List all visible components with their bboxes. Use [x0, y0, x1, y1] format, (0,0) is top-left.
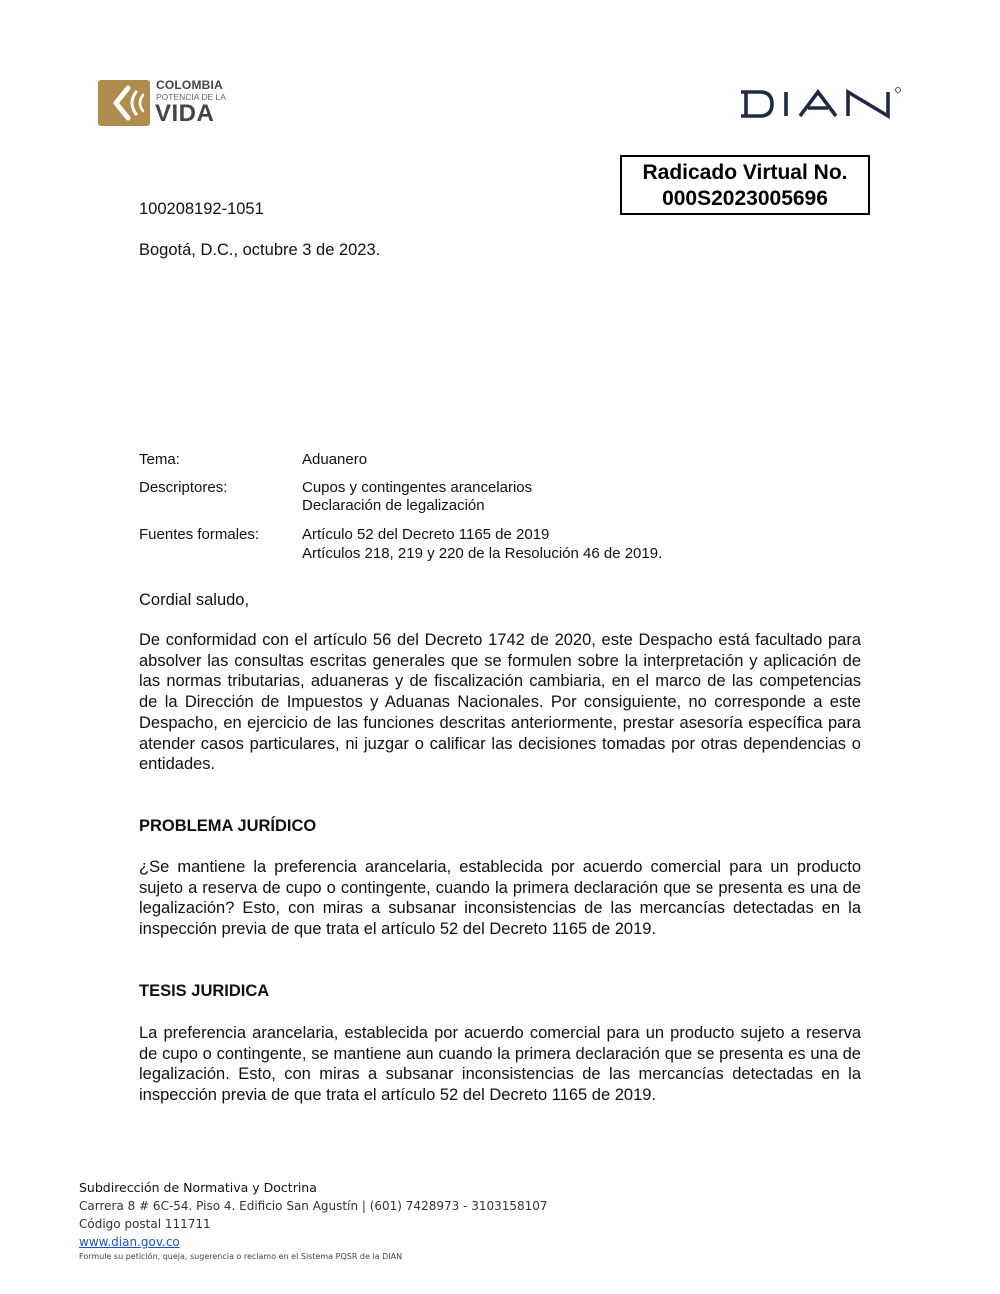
footer-department: Subdirección de Normativa y Doctrina	[79, 1180, 317, 1195]
problema-paragraph: ¿Se mantiene la preferencia arancelaria, establecida por acuerdo comercial para un producto sujeto a reserva de cupo o contingente, cuando la primera declaración que se presenta es una de legalización? Esto, con miras a subsanar inconsistencias de las mercancías detectadas en la inspección previa de que trata el artículo 52 del Decreto 1165 de 2019.	[139, 858, 861, 939]
descriptor-2: Declaración de legalización	[302, 497, 485, 514]
dian-logo	[738, 84, 903, 124]
intro-paragraph: De conformidad con el artículo 56 del Decreto 1742 de 2020, este Despacho está facultado para absolver las consultas escritas generales que se formulen sobre la interpretación y aplicación de las normas tributarias, aduaneras y de fiscalización cambiaria, en el marco de las competencias de la Dirección de Impuestos y Aduanas Nacionales. Por consiguiente, no corresponde a este Despacho, en ejercicio de las funciones descritas anteriormente, prestar asesoría específica para atender casos particulares, ni juzgar o calificar las decisiones tomadas por otras dependencias o entidades.	[139, 631, 861, 774]
date-line: Bogotá, D.C., octubre 3 de 2023.	[139, 241, 381, 259]
footer-postal-code: Código postal 111711	[79, 1217, 211, 1231]
dian-wordmark-icon	[738, 84, 903, 124]
footer-pqsr-note: Formule su petición, queja, sugerencia o reclamo en el Sistema PQSR de la DIAN	[79, 1252, 403, 1261]
greeting: Cordial saludo,	[139, 591, 250, 609]
footer-address: Carrera 8 # 6C-54. Piso 4. Edificio San Agustín | (601) 7428973 - 3103158107	[79, 1199, 548, 1213]
colombia-potencia-de-la-vida-logo	[98, 78, 238, 128]
heading-problema-juridico: PROBLEMA JURÍDICO	[139, 817, 317, 835]
fuentes-label: Fuentes formales:	[139, 526, 260, 543]
tema-value: Aduanero	[302, 451, 368, 468]
tesis-paragraph: La preferencia arancelaria, establecida por acuerdo comercial para un producto sujeto a reserva de cupo o contingente, se mantiene aun cuando la primera declaración que se presenta es una de legalización. Esto, con miras a subsanar inconsistencias de las mercancías detectadas en la inspección previa de que trata el artículo 52 del Decreto 1165 de 2019.	[139, 1024, 861, 1105]
heading-tesis-juridica: TESIS JURIDICA	[139, 982, 270, 1000]
logo-line-3: VIDA	[155, 100, 215, 127]
fuente-1: Artículo 52 del Decreto 1165 de 2019	[302, 526, 550, 543]
logo-line-2: POTENCIA DE LA	[156, 92, 226, 102]
footer-website-link[interactable]: www.dian.gov.co	[79, 1235, 180, 1249]
radicado-label: Radicado Virtual No.	[642, 161, 848, 184]
radicado-number: 000S2023005696	[662, 187, 828, 210]
tema-label: Tema:	[139, 451, 180, 468]
descriptor-1: Cupos y contingentes arancelarios	[302, 479, 533, 496]
reference-number: 100208192-1051	[139, 200, 264, 218]
descriptores-label: Descriptores:	[139, 479, 228, 496]
radicado-virtual-box	[620, 155, 870, 215]
colombia-logo-mark-icon	[98, 80, 150, 126]
fuente-2: Artículos 218, 219 y 220 de la Resolución 46 de 2019.	[302, 545, 663, 562]
logo-line-1: COLOMBIA	[156, 78, 223, 92]
